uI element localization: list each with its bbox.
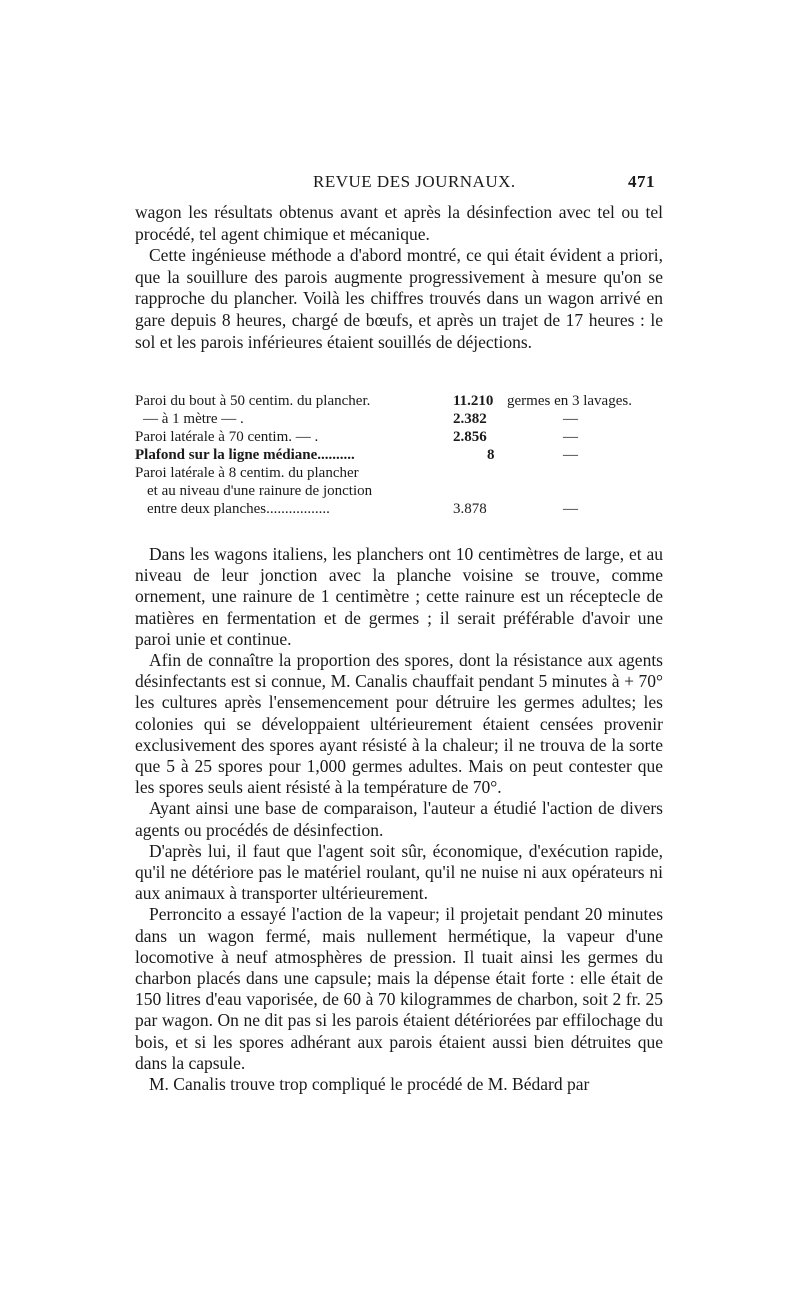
row-value: 11.210	[453, 393, 494, 409]
table-row	[135, 500, 675, 518]
row-unit: —	[563, 447, 578, 463]
body-paragraph-5: Perroncito a essayé l'action de la vapeur; il projetait pendant 20 minutes dans un wagon fermé, mais nullement hermétique, la vapeur d'une locomotive à neuf atmosphères de pression. Il tuait ainsi les germes du charbon placés dans une capsule; mais la dépense était forte : elle était de 150 litres d'eau vaporisée, de 60 à 70 kilogrammes de charbon, soit 2 fr. 25 par wagon. On ne dit pas si les parois étaient détériorées par effilochage du bois, et si les spores adhérant aux parois étaient aussi bien détruites que dans la capsule.	[135, 904, 663, 1073]
table-row	[135, 464, 675, 482]
table-row	[135, 392, 675, 410]
table-row	[135, 428, 675, 446]
row-unit: germes en 3 lavages.	[507, 393, 632, 409]
row-unit: —	[563, 501, 578, 517]
intro-paragraph-1: wagon les résultats obtenus avant et après la désinfection avec tel ou tel procédé, tel agent chimique et mécanique.	[135, 202, 663, 244]
germ-count-table	[135, 392, 675, 518]
row-label: — à 1 mètre — .	[143, 411, 244, 427]
row-value: 2.856	[453, 429, 487, 445]
running-title: REVUE DES JOURNAUX.	[313, 172, 516, 191]
row-label: entre deux planches.................	[147, 501, 330, 517]
running-header	[135, 172, 655, 196]
body-paragraph-2: Afin de connaître la proportion des spores, dont la résistance aux agents désinfectants est si connue, M. Canalis chauffait pendant 5 minutes à + 70° les cultures après l'ensemencement pour détruire les germes adultes; les colonies qui se développaient ultérieurement étaient censées provenir exclusivement des spores ayant résisté à la chaleur; il ne trouva de la sorte que 5 à 25 spores pour 1,000 germes adultes. Mais on peut contester que les spores seuls aient résisté à la température de 70°.	[135, 650, 663, 798]
row-label: et au niveau d'une rainure de jonction	[147, 483, 373, 499]
body-paragraph-4: D'après lui, il faut que l'agent soit sûr, économique, d'exécution rapide, qu'il ne détériore pas le matériel roulant, qu'il ne nuise ni aux opérateurs ni aux animaux à transporter ultérieurement.	[135, 840, 663, 904]
body-paragraph-6: M. Canalis trouve trop compliqué le procédé de M. Bédard par	[149, 1074, 590, 1095]
row-label: Paroi latérale à 70 centim. — .	[135, 429, 319, 445]
row-unit: —	[563, 429, 578, 445]
table-row	[135, 446, 675, 464]
body-paragraph-1: Dans les wagons italiens, les planchers ont 10 centimètres de large, et au niveau de leur jonction avec la planche voisine se trouve, comme ornement, une rainure de 1 centimètre ; cette rainure est un réceptecle de matières en fermentation et de germes ; il serait préférable d'avoir une paroi unie et continue.	[135, 544, 663, 649]
body-paragraph-3: Ayant ainsi une base de comparaison, l'auteur a étudié l'action de divers agents ou procédés de désinfection.	[135, 798, 663, 840]
row-label: Paroi latérale à 8 centim. du plancher	[135, 465, 359, 481]
row-unit: —	[563, 411, 578, 427]
row-value: 2.382	[453, 411, 487, 427]
intro-paragraph-2: Cette ingénieuse méthode a d'abord montré, ce qui était évident a priori, que la souillure des parois augmente progressivement à mesure qu'on se rapproche du plancher. Voilà les chiffres trouvés dans un wagon arrivé en gare depuis 8 heures, chargé de bœufs, et après un trajet de 17 heures : le sol et les parois inférieures étaient souillés de déjections.	[135, 245, 663, 352]
page-number: 471	[628, 172, 655, 191]
table-row	[135, 410, 675, 428]
body-section	[135, 544, 663, 1095]
row-label: Paroi du bout à 50 centim. du plancher.	[135, 393, 371, 409]
table-row	[135, 482, 675, 500]
row-value: 3.878	[453, 501, 487, 517]
intro-section	[135, 202, 663, 353]
row-value: 8	[487, 447, 495, 463]
row-label: Plafond sur la ligne médiane..........	[135, 447, 355, 463]
